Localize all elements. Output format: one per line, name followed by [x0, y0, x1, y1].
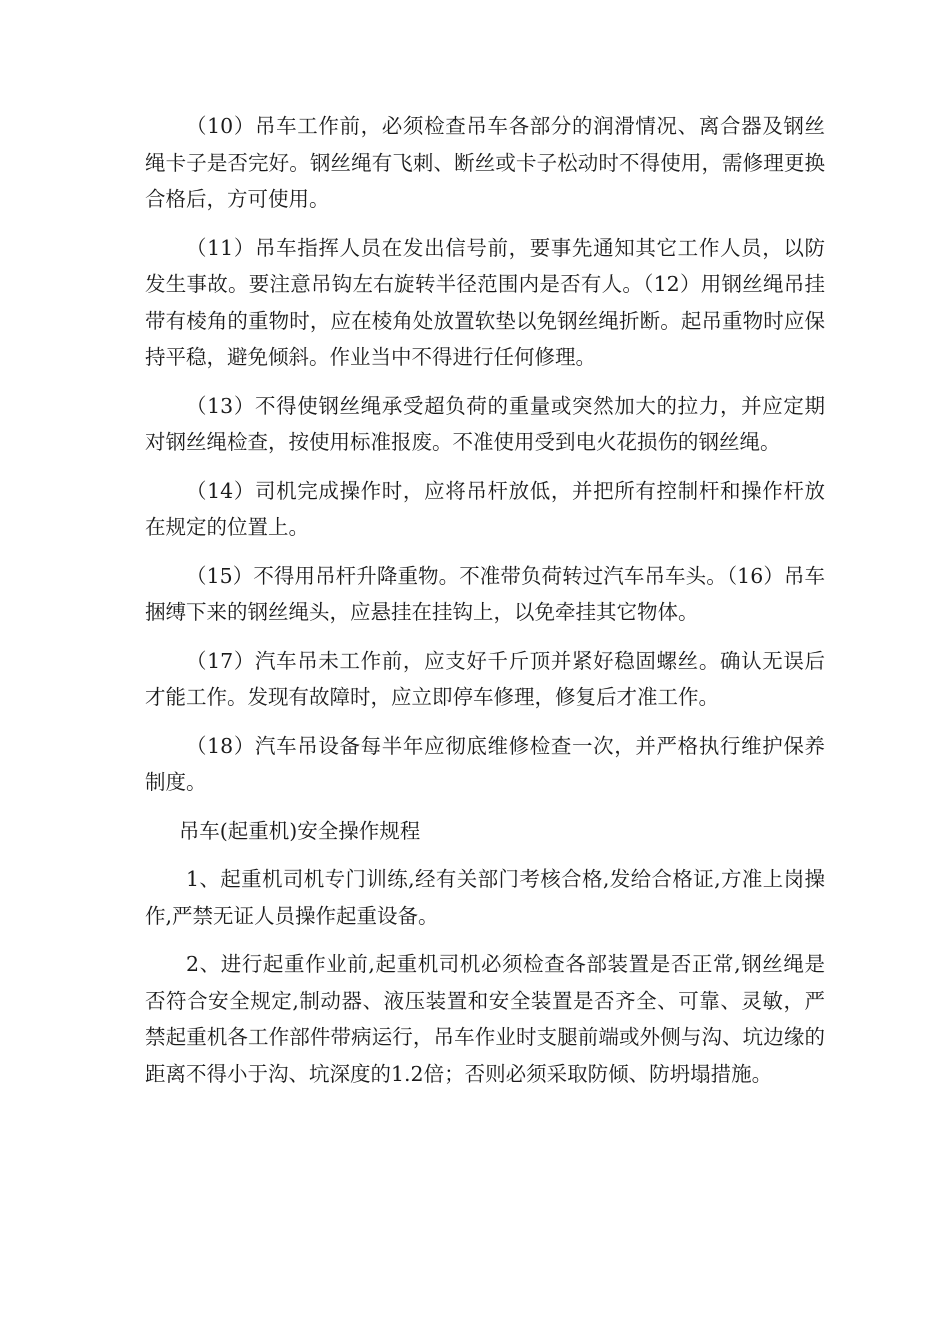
document-body	[145, 108, 825, 1104]
rule-1: 1、起重机司机专门训练,经有关部门考核合格,发给合格证,方准上岗操作,严禁无证人员操作起重设备。	[145, 867, 825, 928]
paragraph-10: （10）吊车工作前，必须检查吊车各部分的润滑情况、离合器及钢丝绳卡子是否完好。钢丝绳有飞刺、断丝或卡子松动时不得使用，需修理更换合格后，方可使用。	[145, 114, 825, 211]
paragraph-17: （17）汽车吊未工作前，应支好千斤顶并紧好稳固螺丝。确认无误后才能工作。发现有故障时，应立即停车修理，修复后才准工作。	[145, 648, 825, 709]
paragraph-15-16: （15）不得用吊杆升降重物。不准带负荷转过汽车吊车头。（16）吊车捆缚下来的钢丝绳头，应悬挂在挂钩上，以免牵挂其它物体。	[145, 563, 825, 624]
rule-2: 2、进行起重作业前,起重机司机必须检查各部装置是否正常,钢丝绳是否符合安全规定,制动器、液压装置和安全装置是否齐全、可靠、灵敏，严禁起重机各工作部件带病运行，吊车作业时支腿前端或外侧与沟、坑边缘的距离不得小于沟、坑深度的1.2倍；否则必须采取防倾、防坍塌措施。	[145, 952, 825, 1086]
paragraph-18: （18）汽车吊设备每半年应彻底维修检查一次，并严格执行维护保养制度。	[145, 733, 825, 794]
paragraph-11-12: （11）吊车指挥人员在发出信号前，要事先通知其它工作人员，以防发生事故。要注意吊钩左右旋转半径范围内是否有人。（12）用钢丝绳吊挂带有棱角的重物时，应在棱角处放置软垫以免钢丝绳折断。起吊重物时应保持平稳，避免倾斜。作业当中不得进行任何修理。	[145, 235, 825, 369]
paragraph-14: （14）司机完成操作时，应将吊杆放低，并把所有控制杆和操作杆放在规定的位置上。	[145, 478, 825, 539]
paragraph-13: （13）不得使钢丝绳承受超负荷的重量或突然加大的拉力，并应定期对钢丝绳检查，按使用标准报废。不准使用受到电火花损伤的钢丝绳。	[145, 393, 825, 454]
section-title: 吊车(起重机)安全操作规程	[178, 818, 421, 843]
